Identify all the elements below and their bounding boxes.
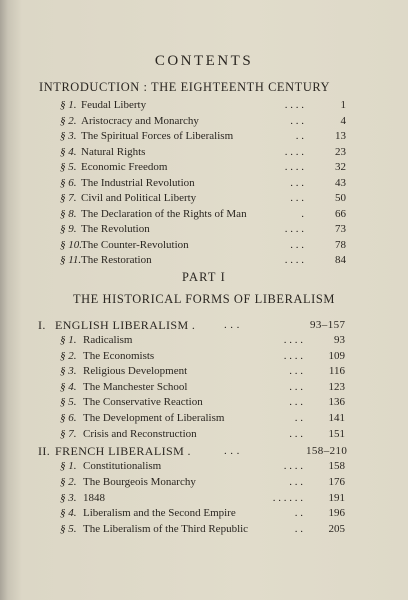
leader-dots: . . bbox=[294, 507, 303, 520]
section-title: Constitutionalism bbox=[83, 460, 162, 472]
page-number: 158 bbox=[328, 460, 345, 472]
section-title: Crisis and Reconstruction bbox=[83, 427, 197, 440]
section-title: The Development of Liberalism bbox=[83, 412, 225, 424]
page-number: 1 bbox=[340, 99, 346, 111]
leader-dots: . . . . bbox=[283, 349, 303, 362]
page-number: 141 bbox=[328, 412, 345, 424]
leader-dots: . . bbox=[294, 523, 303, 536]
leader-dots: . . . bbox=[290, 114, 304, 127]
page-number: 176 bbox=[328, 475, 345, 488]
section-number: § 6. bbox=[60, 412, 77, 424]
section-title: The Revolution bbox=[81, 223, 150, 235]
page-number: 84 bbox=[335, 254, 346, 266]
page-number: 43 bbox=[335, 176, 346, 189]
page-number: 13 bbox=[335, 130, 346, 142]
part-label: PART I bbox=[182, 270, 226, 284]
page-number: 32 bbox=[335, 161, 346, 173]
page-number: 73 bbox=[335, 223, 346, 235]
page-number: 136 bbox=[328, 396, 345, 409]
page-number: 50 bbox=[335, 192, 346, 204]
section-title: The Spiritual Forces of Liberalism bbox=[81, 130, 234, 142]
leader-dots: . . . bbox=[289, 475, 303, 488]
section-number: § 3. bbox=[60, 130, 77, 142]
section-number: § 9. bbox=[60, 223, 77, 235]
section-title: The Restoration bbox=[81, 254, 152, 266]
toc-entry bbox=[60, 520, 360, 538]
introduction-heading: INTRODUCTION : THE EIGHTEENTH CENTURY bbox=[39, 80, 331, 94]
section-title: The Conservative Reaction bbox=[83, 396, 203, 409]
page-number: 205 bbox=[328, 523, 345, 536]
section-number: § 1. bbox=[60, 460, 77, 472]
leader-dots: . . . . bbox=[283, 460, 303, 472]
leader-dots: . . . bbox=[290, 238, 304, 251]
page-number: 66 bbox=[335, 207, 346, 220]
section-number: § 4. bbox=[60, 380, 77, 393]
section-title: Liberalism and the Second Empire bbox=[83, 507, 236, 520]
part-title: THE HISTORICAL FORMS OF LIBERALISM bbox=[72, 292, 336, 306]
chapter-page-range: 93–157 bbox=[310, 319, 346, 331]
leader-dots: . . . . bbox=[284, 223, 304, 235]
section-title: The Declaration of the Rights of Man bbox=[81, 207, 247, 220]
page-number: 151 bbox=[328, 427, 345, 440]
page-number: 109 bbox=[328, 349, 345, 362]
section-number: § 2. bbox=[60, 114, 77, 127]
section-number: § 6. bbox=[60, 176, 77, 189]
section-title: Natural Rights bbox=[81, 145, 146, 158]
section-title: Feudal Liberty bbox=[81, 99, 147, 111]
section-title: The Liberalism of the Third Republic bbox=[83, 523, 249, 536]
section-title: Radicalism bbox=[83, 334, 133, 346]
section-number: § 7. bbox=[60, 427, 77, 440]
section-title: The Manchester School bbox=[83, 380, 188, 393]
page-number: 23 bbox=[335, 145, 346, 158]
section-number: § 5. bbox=[60, 396, 77, 409]
chapter-title: ENGLISH LIBERALISM . bbox=[55, 318, 196, 332]
section-number: § 3. bbox=[60, 491, 77, 504]
leader-dots: . . . bbox=[289, 427, 303, 440]
section-number: § 10. bbox=[60, 238, 82, 251]
chapter-page-range: 158–210 bbox=[306, 445, 348, 457]
page-number: 196 bbox=[328, 507, 345, 520]
section-title: The Economists bbox=[83, 349, 155, 362]
section-title: Aristocracy and Monarchy bbox=[81, 114, 199, 127]
toc-entry bbox=[60, 251, 360, 269]
section-number: § 3. bbox=[60, 365, 77, 378]
section-title: The Counter-Revolution bbox=[81, 238, 189, 251]
page-number: 191 bbox=[328, 491, 345, 504]
page-number: 93 bbox=[334, 334, 345, 346]
leader-dots: . . . . bbox=[283, 334, 303, 346]
chapter-leader-dots: . . . bbox=[224, 319, 240, 331]
chapter-number: II. bbox=[38, 444, 51, 458]
section-title: 1848 bbox=[83, 491, 105, 504]
section-number: § 4. bbox=[60, 507, 77, 520]
section-title: Economic Freedom bbox=[81, 161, 168, 173]
leader-dots: . . . . bbox=[284, 254, 304, 266]
leader-dots: . . . . bbox=[284, 145, 304, 158]
leader-dots: . . . bbox=[289, 396, 303, 409]
section-number: § 2. bbox=[60, 349, 77, 362]
section-title: Religious Development bbox=[83, 365, 188, 378]
section-number: § 1. bbox=[60, 334, 77, 346]
section-title: The Industrial Revolution bbox=[81, 176, 195, 189]
section-number: § 7. bbox=[60, 192, 77, 204]
leader-dots: . . . bbox=[289, 365, 303, 378]
leader-dots: . . bbox=[295, 130, 304, 142]
section-title: Civil and Political Liberty bbox=[81, 192, 197, 204]
section-number: § 8. bbox=[60, 207, 77, 220]
page-number: 78 bbox=[335, 238, 346, 251]
section-number: § 11. bbox=[60, 254, 82, 266]
section-number: § 1. bbox=[60, 99, 77, 111]
section-number: § 5. bbox=[60, 161, 77, 173]
contents-title: CONTENTS bbox=[154, 53, 254, 69]
section-number: § 2. bbox=[60, 475, 77, 488]
toc-entry bbox=[60, 425, 360, 443]
chapter-number: I. bbox=[38, 318, 46, 332]
page-number: 116 bbox=[328, 365, 345, 378]
section-number: § 4. bbox=[60, 145, 77, 158]
leader-dots: . . . bbox=[290, 192, 304, 204]
section-title: The Bourgeois Monarchy bbox=[83, 475, 196, 488]
page-number: 4 bbox=[340, 114, 346, 127]
leader-dots: . . . bbox=[290, 176, 304, 189]
leader-dots: . . bbox=[294, 412, 303, 424]
chapter-leader-dots: . . . bbox=[224, 445, 240, 457]
leader-dots: . . . . bbox=[284, 99, 304, 111]
page-number: 123 bbox=[328, 380, 345, 393]
section-number: § 5. bbox=[60, 523, 77, 536]
leader-dots: . bbox=[301, 207, 304, 220]
leader-dots: . . . bbox=[289, 380, 303, 393]
chapter-title: FRENCH LIBERALISM . bbox=[55, 444, 191, 458]
leader-dots: . . . . . . bbox=[272, 491, 303, 504]
leader-dots: . . . . bbox=[284, 161, 304, 173]
